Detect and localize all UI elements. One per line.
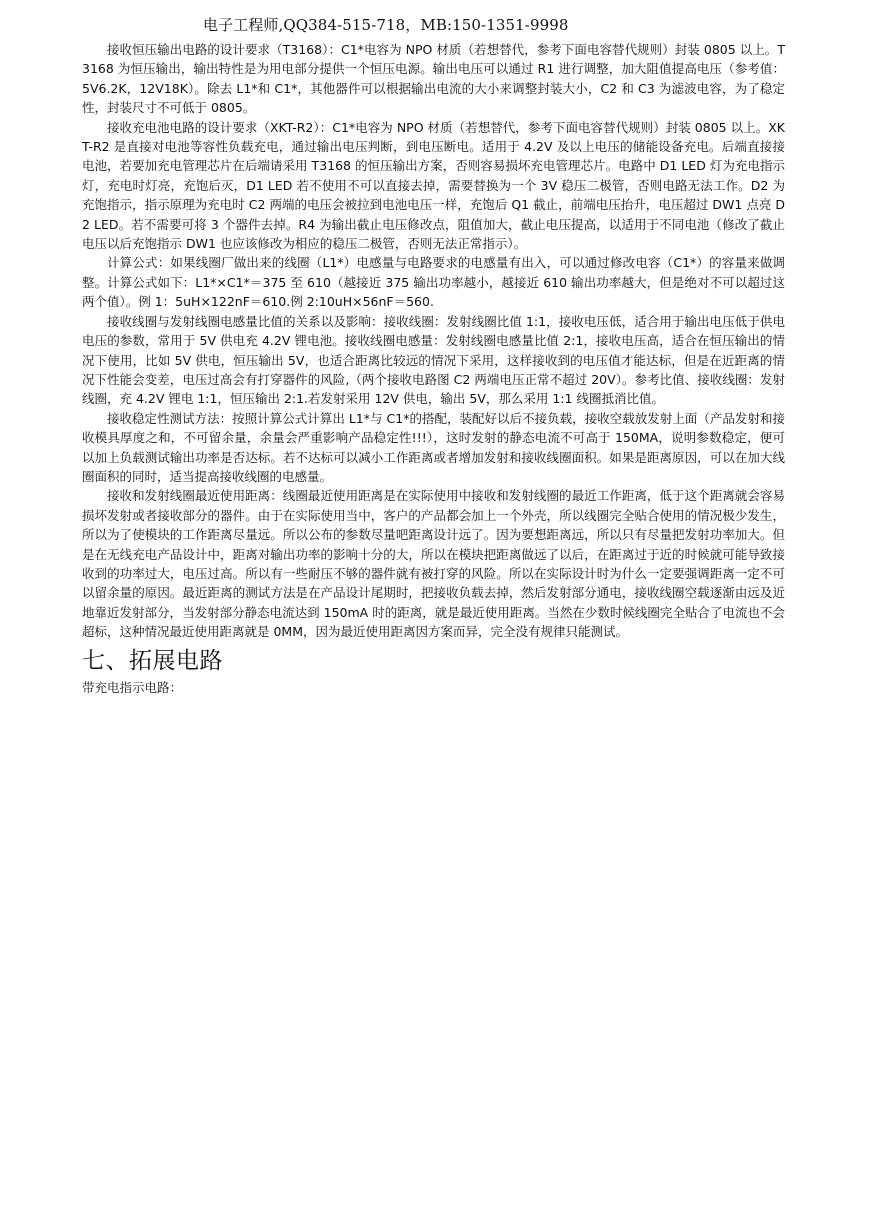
paragraph-battery-charging: 接收充电池电路的设计要求（XKT-R2）：C1*电容为 NPO 材质（若想替代，参考下面电容替代规则）封装 0805 以上。XKT-R2 是直接对电池等容性负载充电，通过输出电压判断，到电压断电。适用于 4.2V 及以上电压的储能设备充电。后端直接接电池，若要加充电管理芯片在后端请采用 T3168 的恒压输出方案，否则容易损坏充电管理芯片。电路中 D1 LED 灯为充电指示灯，充电时灯亮，充饱后灭，D1 LED 若不使用不可以直接去掉，需要替换为一个 3V 稳压二极管，否则电路无法工作。D2 为充饱指示，指示原理为充电时 C2 两端的电压会被拉到电池电压一样，充饱后 Q1 截止，前端电压抬升，电压超过 DW1 点亮 D2 LED。若不需要可将 3 个器件去掉。R4 为输出截止电压修改点，阻值加大，截止电压提高，以适用于不同电池（修改了截止电压以后充饱指示 DW1 也应该修改为相应的稳压二极管，否则无法正常指示）。 — [82, 119, 785, 252]
document-body — [82, 40, 785, 697]
header-contact: 电子工程师,QQ384-515-718，MB:150-1351-9998 — [203, 16, 569, 34]
paragraph-constant-voltage: 接收恒压输出电路的设计要求（T3168）：C1*电容为 NPO 材质（若想替代，参考下面电容替代规则）封装 0805 以上。T3168 为恒压输出，输出特性是为用电部分提供一个恒压电源。输出电压可以通过 R1 进行调整，加大阻值提高电压（参考值：5V6.2K，12V18K）。除去 L1*和 C1*，其他器件可以根据输出电流的大小来调整封装大小，C2 和 C3 为滤波电容，为了稳定性，封装尺寸不可低于 0805。 — [82, 42, 785, 116]
paragraph-stability-test: 接收稳定性测试方法：按照计算公式计算出 L1*与 C1*的搭配，装配好以后不接负载，接收空载放发射上面（产品发射和接收模具厚度之和，不可留余量，余量会严重影响产品稳定性!!!），这时发射的静态电流不可高于 150MA，说明参数稳定，便可以加上负载测试输出功率是否达标。若不达标可以减小工作距离或者增加发射和接收线圈面积。如果是距离原因，可以在加大线圈面积的同时，适当提高接收线圈的电感量。 — [82, 410, 785, 484]
paragraph-coil-ratio: 接收线圈与发射线圈电感量比值的关系以及影响：接收线圈：发射线圈比值 1:1，接收电压低，适合用于输出电压低于供电电压的参数，常用于 5V 供电充 4.2V 锂电池。接收线圈电感量：发射线圈电感量比值 2:1，接收电压高，适合在恒压输出的情况下使用，比如 5V 供电，恒压输出 5V，也适合距离比较远的情况下采用，这样接收到的电压值才能达标，但是在近距离的情况下性能会变差，电压过高会有打穿器件的风险,（两个接收电路图 C2 两端电压正常不超过 20V）。参考比值、接收线圈：发射线圈，充 4.2V 锂电 1:1，恒压输出 2:1.若发射采用 12V 供电，输出 5V，那么采用 1:1 线圈抵消比值。 — [82, 313, 785, 407]
paragraph-min-distance: 接收和发射线圈最近使用距离：线圈最近使用距离是在实际使用中接收和发射线圈的最近工作距离，低于这个距离就会容易损坏发射或者接收部分的器件。由于在实际使用当中，客户的产品都会加上一个外壳，所以线圈完全贴合使用的情况极少发生，所以为了使模块的工作距离尽量远。所以公布的参数尽量吧距离设计远了。因为要想距离远，所以只有尽量把发射功率加大。但是在无线充电产品设计中，距离对输出功率的影响十分的大，所以在模块把距离做远了以后，在距离过于近的时候就可能导致接收到的功率过大，电压过高。所以有一些耐压不够的器件就有被打穿的风险。所以在实际设计时为什么一定要强调距离一定不可以留余量的原因。最近距离的测试方法是在产品设计尾期时，把接收负载去掉，然后发射部分通电，接收线圈空载逐渐由远及近地靠近发射部分，当发射部分静态电流达到 150mA 时的距离，就是最近使用距离。当然在少数时候线圈完全贴合了电流也不会超标，这种情况最近使用距离就是 0MM，因为最近使用距离因方案而异，完全没有规律只能测试。 — [82, 488, 785, 640]
paragraph-formula: 计算公式：如果线圈厂做出来的线圈（L1*）电感量与电路要求的电感量有出入，可以通过修改电容（C1*）的容量来做调整。计算公式如下：L1*×C1*＝375 至 610（越接近 375 输出功率越小，越接近 610 输出功率越大，但是绝对不可以超过这两个值）。例 1：5uH×122nF＝610.例 2:10uH×56nF＝560. — [82, 255, 785, 310]
section-caption: 带充电指示电路： — [82, 679, 183, 695]
section-heading: 七、拓展电路 — [82, 647, 223, 674]
